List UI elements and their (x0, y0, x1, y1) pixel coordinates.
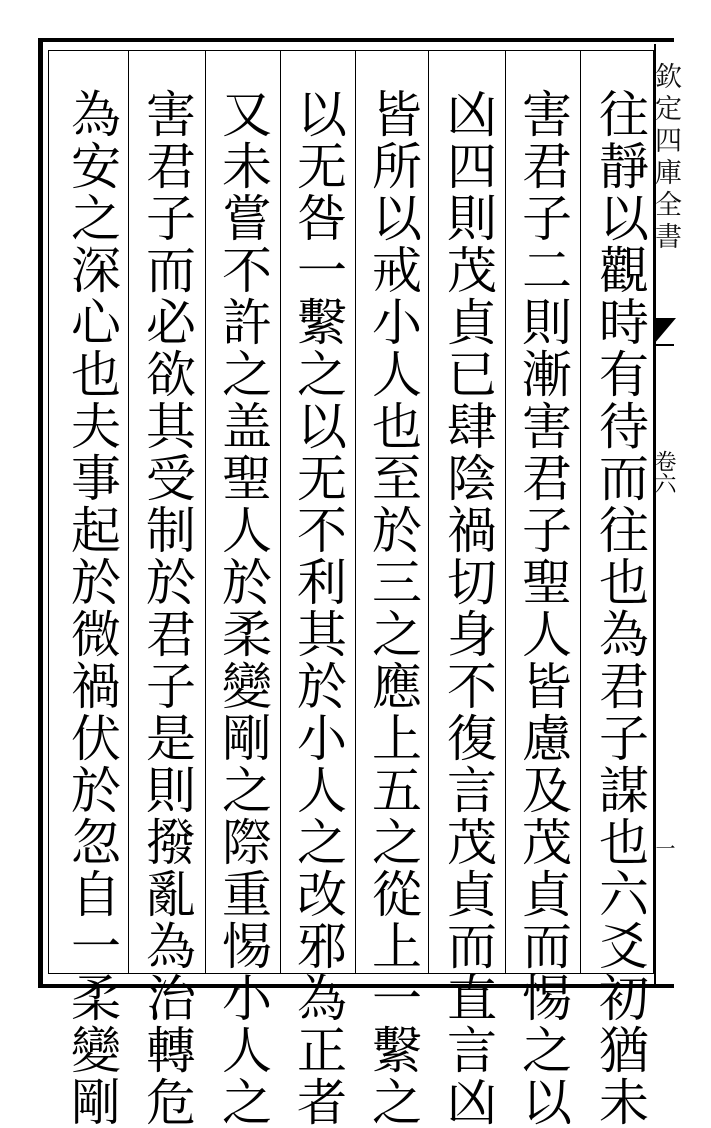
column-divider (128, 50, 129, 974)
text-column-1: 往靜以觀時有待而往也為君子謀也六爻初猶未 (591, 88, 649, 1128)
text-column-2: 害君子二則漸害君子聖人皆慮及茂貞而惕之以 (514, 88, 572, 1128)
column-divider (580, 50, 581, 974)
text-column-4: 皆所以戒小人也至於三之應上五之從上一繫之 (364, 88, 422, 1128)
column-divider (205, 50, 206, 974)
column-divider (428, 50, 429, 974)
text-column-8: 為安之深心也夫事起於微禍伏於忽自一柔變剛 (63, 88, 121, 1128)
text-column-3: 凶四則茂貞已肆陰禍切身不復言茂貞而直言凶 (439, 88, 497, 1128)
text-column-6: 又未嘗不許之盖聖人於柔變剛之際重惕小人之 (214, 88, 272, 1128)
page-number: 一 (652, 838, 676, 858)
book-title: 欽定四庫全書 (650, 62, 681, 254)
column-divider (355, 50, 356, 974)
column-divider (505, 50, 506, 974)
fish-tail-mark (654, 318, 676, 344)
fish-tail-line (654, 344, 674, 346)
text-column-5: 以无咎一繫之以无不利其於小人之改邪為正者 (289, 88, 347, 1128)
volume-label: 卷六 (651, 450, 676, 494)
text-column-7: 害君子而必欲其受制於君子是則撥亂為治轉危 (138, 88, 196, 1128)
column-divider (280, 50, 281, 974)
